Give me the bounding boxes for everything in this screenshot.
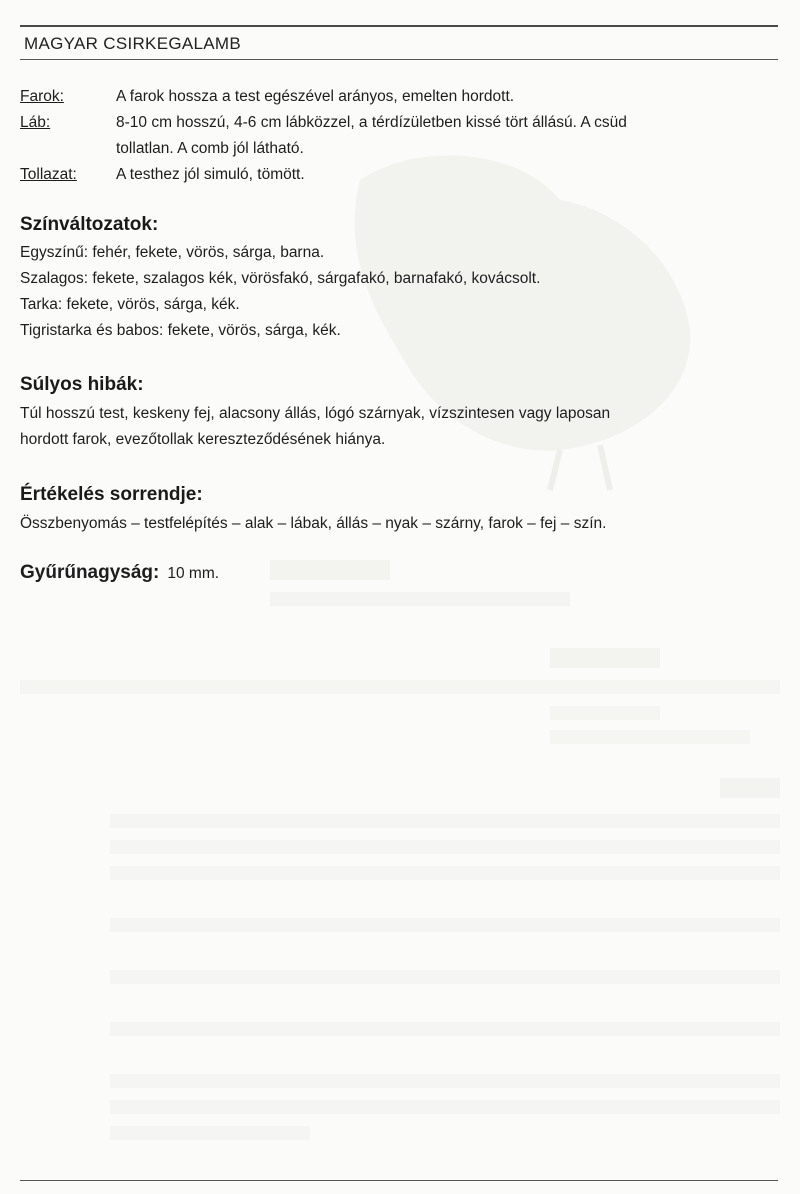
spec-label: Láb:: [20, 114, 51, 131]
spec-text: tollatlan. A comb jól látható.: [116, 140, 304, 157]
color-line: Tarka: fekete, vörös, sárga, kék.: [20, 296, 240, 313]
show-through-block: [270, 592, 570, 606]
show-through-block: [110, 918, 780, 932]
spec-row-tollazat: [20, 162, 780, 188]
title-underline: [20, 59, 778, 60]
breed-title: MAGYAR CSIRKEGALAMB: [24, 34, 241, 53]
show-through-block: [110, 1074, 780, 1088]
show-through-block: [110, 814, 780, 828]
color-line: Szalagos: fekete, szalagos kék, vörösfakó, sárgafakó, barnafakó, kovácsolt.: [20, 270, 541, 287]
spec-text: A testhez jól simuló, tömött.: [116, 166, 305, 183]
faults-text: [20, 401, 780, 453]
fault-line: Túl hosszú test, keskeny fej, alacsony állás, lógó szárnyak, vízszintesen vagy laposan: [20, 405, 611, 422]
faults-heading: Súlyos hibák:: [20, 374, 144, 395]
spec-row-lab: [20, 110, 780, 162]
ring-size: [20, 562, 219, 584]
color-line: Egyszínű: fehér, fekete, vörös, sárga, barna.: [20, 244, 325, 261]
order-line: Összbenyomás – testfelépítés – alak – lábak, állás – nyak – szárny, farok – fej – szín.: [20, 515, 607, 532]
order-text: [20, 511, 780, 537]
show-through-block: [110, 970, 780, 984]
show-through-block: [720, 778, 780, 798]
fault-line: hordott farok, evezőtollak kereszteződésének hiánya.: [20, 431, 386, 448]
ring-size-value: 10 mm.: [167, 565, 220, 582]
show-through-block: [110, 1022, 780, 1036]
ring-size-label: Gyűrűnagyság:: [20, 562, 160, 583]
color-line: Tigristarka és babos: fekete, vörös, sárga, kék.: [20, 322, 341, 339]
spec-text: 8-10 cm hosszú, 4-6 cm lábközzel, a térdízületben kissé tört állású. A csüd: [116, 114, 627, 131]
spec-row-farok: [20, 84, 780, 110]
show-through-block: [550, 648, 660, 668]
order-heading: Értékelés sorrendje:: [20, 484, 203, 505]
colors-heading: Színváltozatok:: [20, 214, 159, 235]
spec-label: Tollazat:: [20, 166, 77, 183]
show-through-block: [110, 1126, 310, 1140]
show-through-block: [550, 706, 660, 720]
show-through-block: [110, 1100, 780, 1114]
show-through-block: [270, 560, 390, 580]
top-rule: [20, 25, 778, 27]
spec-label: Farok:: [20, 88, 64, 105]
spec-text: A farok hossza a test egészével arányos, emelten hordott.: [116, 88, 515, 105]
show-through-block: [110, 840, 780, 854]
show-through-block: [20, 680, 780, 694]
show-through-block: [110, 866, 780, 880]
show-through-block: [550, 730, 750, 744]
colors-list: [20, 240, 780, 344]
bottom-rule: [20, 1180, 778, 1181]
